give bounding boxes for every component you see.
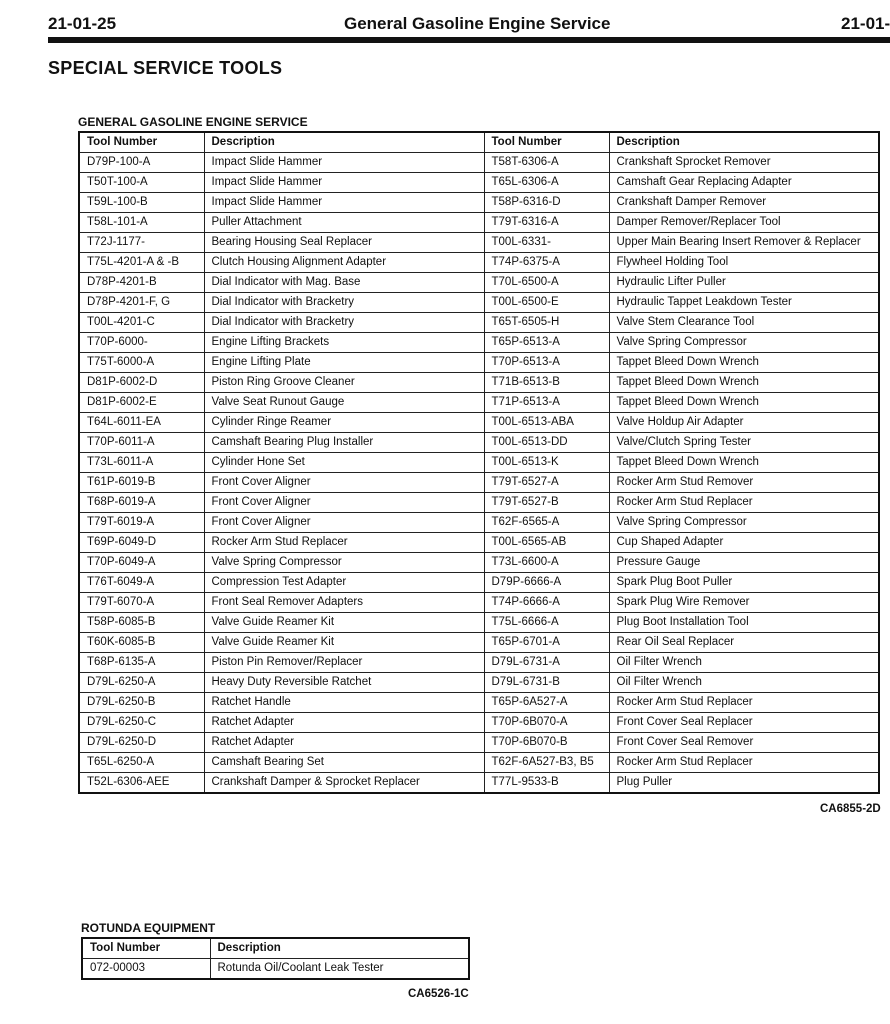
description-cell: Impact Slide Hammer — [204, 173, 484, 193]
table-row — [79, 753, 879, 773]
tool-number-cell: T00L-6500-E — [484, 293, 609, 313]
description-cell: Valve Spring Compressor — [609, 333, 879, 353]
tool-number-cell: T75L-4201-A & -B — [79, 253, 204, 273]
tool-number-cell: T79T-6527-A — [484, 473, 609, 493]
table-row — [79, 493, 879, 513]
description-cell: Cylinder Hone Set — [204, 453, 484, 473]
description-cell: Valve/Clutch Spring Tester — [609, 433, 879, 453]
tool-number-cell: T79T-6070-A — [79, 593, 204, 613]
description-cell: Crankshaft Damper & Sprocket Replacer — [204, 773, 484, 794]
tool-number-cell: T00L-6513-DD — [484, 433, 609, 453]
header-rule — [48, 37, 890, 43]
tool-number-cell: T59L-100-B — [79, 193, 204, 213]
tool-number-cell: T65L-6250-A — [79, 753, 204, 773]
table-row — [79, 233, 879, 253]
table-row — [79, 473, 879, 493]
column-header-description: Description — [204, 132, 484, 153]
description-cell: Hydraulic Tappet Leakdown Tester — [609, 293, 879, 313]
tool-number-cell: T75L-6666-A — [484, 613, 609, 633]
description-cell: Dial Indicator with Mag. Base — [204, 273, 484, 293]
table-row — [79, 773, 879, 794]
tool-number-cell: T71P-6513-A — [484, 393, 609, 413]
description-cell: Heavy Duty Reversible Ratchet — [204, 673, 484, 693]
description-cell: Piston Ring Groove Cleaner — [204, 373, 484, 393]
tool-number-cell: T75T-6000-A — [79, 353, 204, 373]
tool-number-cell: T70P-6513-A — [484, 353, 609, 373]
tool-number-cell: T58T-6306-A — [484, 153, 609, 173]
description-cell: Piston Pin Remover/Replacer — [204, 653, 484, 673]
column-header-tool-number: Tool Number — [484, 132, 609, 153]
table-row — [79, 593, 879, 613]
tool-number-cell: D79L-6250-D — [79, 733, 204, 753]
table-row — [79, 573, 879, 593]
tool-number-cell: D78P-4201-B — [79, 273, 204, 293]
description-cell: Crankshaft Sprocket Remover — [609, 153, 879, 173]
description-cell: Valve Spring Compressor — [204, 553, 484, 573]
description-cell: Ratchet Handle — [204, 693, 484, 713]
tool-number-cell: D81P-6002-D — [79, 373, 204, 393]
tool-number-cell: T65T-6505-H — [484, 313, 609, 333]
description-cell: Front Seal Remover Adapters — [204, 593, 484, 613]
table-row — [79, 413, 879, 433]
tool-number-cell: T58L-101-A — [79, 213, 204, 233]
table-row — [82, 959, 469, 980]
table-row — [79, 613, 879, 633]
description-cell: Compression Test Adapter — [204, 573, 484, 593]
description-cell: Front Cover Aligner — [204, 513, 484, 533]
description-cell: Dial Indicator with Bracketry — [204, 313, 484, 333]
table-row — [79, 673, 879, 693]
description-cell: Rocker Arm Stud Replacer — [609, 493, 879, 513]
table-row — [79, 553, 879, 573]
tool-number-cell: T00L-6331- — [484, 233, 609, 253]
description-cell: Front Cover Seal Replacer — [609, 713, 879, 733]
page-code-left: 21-01-25 — [48, 14, 117, 33]
tool-number-cell: T70L-6500-A — [484, 273, 609, 293]
description-cell: Impact Slide Hammer — [204, 153, 484, 173]
description-cell: Dial Indicator with Bracketry — [204, 293, 484, 313]
description-cell: Camshaft Gear Replacing Adapter — [609, 173, 879, 193]
description-cell: Camshaft Bearing Plug Installer — [204, 433, 484, 453]
tool-number-cell: T00L-4201-C — [79, 313, 204, 333]
tool-number-cell: T68P-6019-A — [79, 493, 204, 513]
tool-number-cell: T73L-6011-A — [79, 453, 204, 473]
tool-number-cell: T60K-6085-B — [79, 633, 204, 653]
tool-number-cell: T65L-6306-A — [484, 173, 609, 193]
description-cell: Rocker Arm Stud Replacer — [609, 693, 879, 713]
description-cell: Oil Filter Wrench — [609, 673, 879, 693]
tool-number-cell: T72J-1177- — [79, 233, 204, 253]
description-cell: Spark Plug Boot Puller — [609, 573, 879, 593]
tool-number-cell: D79L-6250-B — [79, 693, 204, 713]
description-cell: Tappet Bleed Down Wrench — [609, 353, 879, 373]
table-row — [79, 213, 879, 233]
description-cell: Pressure Gauge — [609, 553, 879, 573]
description-cell: Upper Main Bearing Insert Remover & Replacer — [609, 233, 879, 253]
figure-reference: CA6526-1C — [408, 988, 469, 1000]
description-cell: Tappet Bleed Down Wrench — [609, 373, 879, 393]
description-cell: Valve Guide Reamer Kit — [204, 633, 484, 653]
tool-number-cell: T61P-6019-B — [79, 473, 204, 493]
tool-number-cell: D78P-4201-F, G — [79, 293, 204, 313]
table-row — [79, 353, 879, 373]
tool-number-cell: T00L-6513-K — [484, 453, 609, 473]
table-row — [79, 733, 879, 753]
tool-number-cell: T70P-6000- — [79, 333, 204, 353]
page-header — [48, 10, 890, 34]
tool-number-cell: T64L-6011-EA — [79, 413, 204, 433]
tool-number-cell: T73L-6600-A — [484, 553, 609, 573]
description-cell: Front Cover Seal Remover — [609, 733, 879, 753]
description-cell: Flywheel Holding Tool — [609, 253, 879, 273]
description-cell: Tappet Bleed Down Wrench — [609, 453, 879, 473]
table-row — [79, 713, 879, 733]
table-row — [79, 273, 879, 293]
column-header-description: Description — [210, 938, 469, 959]
column-header-tool-number: Tool Number — [82, 938, 210, 959]
table-row — [79, 153, 879, 173]
table-row — [79, 453, 879, 473]
table-row — [79, 313, 879, 333]
description-cell: Rotunda Oil/Coolant Leak Tester — [210, 959, 469, 980]
description-cell: Cup Shaped Adapter — [609, 533, 879, 553]
description-cell: Ratchet Adapter — [204, 713, 484, 733]
column-header-tool-number: Tool Number — [79, 132, 204, 153]
table-row — [79, 333, 879, 353]
tool-number-cell: T70P-6049-A — [79, 553, 204, 573]
rotunda-section-title: ROTUNDA EQUIPMENT — [81, 921, 216, 935]
description-cell: Rear Oil Seal Replacer — [609, 633, 879, 653]
tool-number-cell: T65P-6513-A — [484, 333, 609, 353]
description-cell: Ratchet Adapter — [204, 733, 484, 753]
tool-number-cell: T65P-6A527-A — [484, 693, 609, 713]
description-cell: Camshaft Bearing Set — [204, 753, 484, 773]
tool-number-cell: T50T-100-A — [79, 173, 204, 193]
description-cell: Rocker Arm Stud Replacer — [609, 753, 879, 773]
tool-number-cell: D79L-6250-C — [79, 713, 204, 733]
tool-number-cell: T65P-6701-A — [484, 633, 609, 653]
table-row — [79, 373, 879, 393]
tool-number-cell: T70P-6B070-B — [484, 733, 609, 753]
description-cell: Clutch Housing Alignment Adapter — [204, 253, 484, 273]
tool-number-cell: T58P-6316-D — [484, 193, 609, 213]
tool-number-cell: 072-00003 — [82, 959, 210, 980]
tool-number-cell: T79T-6019-A — [79, 513, 204, 533]
description-cell: Rocker Arm Stud Remover — [609, 473, 879, 493]
tool-number-cell: T74P-6666-A — [484, 593, 609, 613]
tool-number-cell: D81P-6002-E — [79, 393, 204, 413]
tool-number-cell: D79P-6666-A — [484, 573, 609, 593]
table-row — [79, 653, 879, 673]
tool-number-cell: T76T-6049-A — [79, 573, 204, 593]
tool-number-cell: T00L-6565-AB — [484, 533, 609, 553]
description-cell: Plug Puller — [609, 773, 879, 794]
description-cell: Plug Boot Installation Tool — [609, 613, 879, 633]
table-row — [79, 253, 879, 273]
tool-number-cell: D79L-6731-A — [484, 653, 609, 673]
description-cell: Puller Attachment — [204, 213, 484, 233]
tool-number-cell: T70P-6011-A — [79, 433, 204, 453]
tool-number-cell: T00L-6513-ABA — [484, 413, 609, 433]
table-row — [79, 533, 879, 553]
general-tools-table — [78, 131, 880, 794]
description-cell: Valve Holdup Air Adapter — [609, 413, 879, 433]
description-cell: Impact Slide Hammer — [204, 193, 484, 213]
tool-number-cell: T52L-6306-AEE — [79, 773, 204, 794]
description-cell: Cylinder Ringe Reamer — [204, 413, 484, 433]
table-row — [79, 433, 879, 453]
description-cell: Rocker Arm Stud Replacer — [204, 533, 484, 553]
tool-number-cell: T58P-6085-B — [79, 613, 204, 633]
table-row — [79, 513, 879, 533]
description-cell: Front Cover Aligner — [204, 493, 484, 513]
tool-number-cell: T77L-9533-B — [484, 773, 609, 794]
page-code-right: 21-01- — [841, 14, 890, 33]
table-header-row — [79, 132, 879, 153]
tool-number-cell: T70P-6B070-A — [484, 713, 609, 733]
description-cell: Valve Spring Compressor — [609, 513, 879, 533]
table-header-row — [82, 938, 469, 959]
description-cell: Valve Seat Runout Gauge — [204, 393, 484, 413]
description-cell: Crankshaft Damper Remover — [609, 193, 879, 213]
header-title: General Gasoline Engine Service — [344, 14, 611, 33]
tool-number-cell: D79L-6250-A — [79, 673, 204, 693]
column-header-description: Description — [609, 132, 879, 153]
tool-number-cell: T68P-6135-A — [79, 653, 204, 673]
tool-number-cell: T79T-6527-B — [484, 493, 609, 513]
page-title: SPECIAL SERVICE TOOLS — [48, 58, 283, 78]
tool-number-cell: T74P-6375-A — [484, 253, 609, 273]
table-row — [79, 193, 879, 213]
tool-number-cell: T79T-6316-A — [484, 213, 609, 233]
description-cell: Valve Stem Clearance Tool — [609, 313, 879, 333]
table-row — [79, 633, 879, 653]
tool-number-cell: D79P-100-A — [79, 153, 204, 173]
tool-number-cell: T71B-6513-B — [484, 373, 609, 393]
tool-number-cell: D79L-6731-B — [484, 673, 609, 693]
description-cell: Tappet Bleed Down Wrench — [609, 393, 879, 413]
tool-number-cell: T62F-6565-A — [484, 513, 609, 533]
general-section-title: GENERAL GASOLINE ENGINE SERVICE — [78, 115, 308, 129]
description-cell: Spark Plug Wire Remover — [609, 593, 879, 613]
description-cell: Front Cover Aligner — [204, 473, 484, 493]
tool-number-cell: T69P-6049-D — [79, 533, 204, 553]
figure-reference: CA6855-2D — [820, 803, 881, 815]
table-row — [79, 693, 879, 713]
description-cell: Valve Guide Reamer Kit — [204, 613, 484, 633]
description-cell: Engine Lifting Brackets — [204, 333, 484, 353]
description-cell: Bearing Housing Seal Replacer — [204, 233, 484, 253]
description-cell: Engine Lifting Plate — [204, 353, 484, 373]
table-row — [79, 173, 879, 193]
tool-number-cell: T62F-6A527-B3, B5 — [484, 753, 609, 773]
description-cell: Hydraulic Lifter Puller — [609, 273, 879, 293]
description-cell: Oil Filter Wrench — [609, 653, 879, 673]
table-row — [79, 293, 879, 313]
rotunda-equipment-table — [81, 937, 470, 980]
table-row — [79, 393, 879, 413]
description-cell: Damper Remover/Replacer Tool — [609, 213, 879, 233]
